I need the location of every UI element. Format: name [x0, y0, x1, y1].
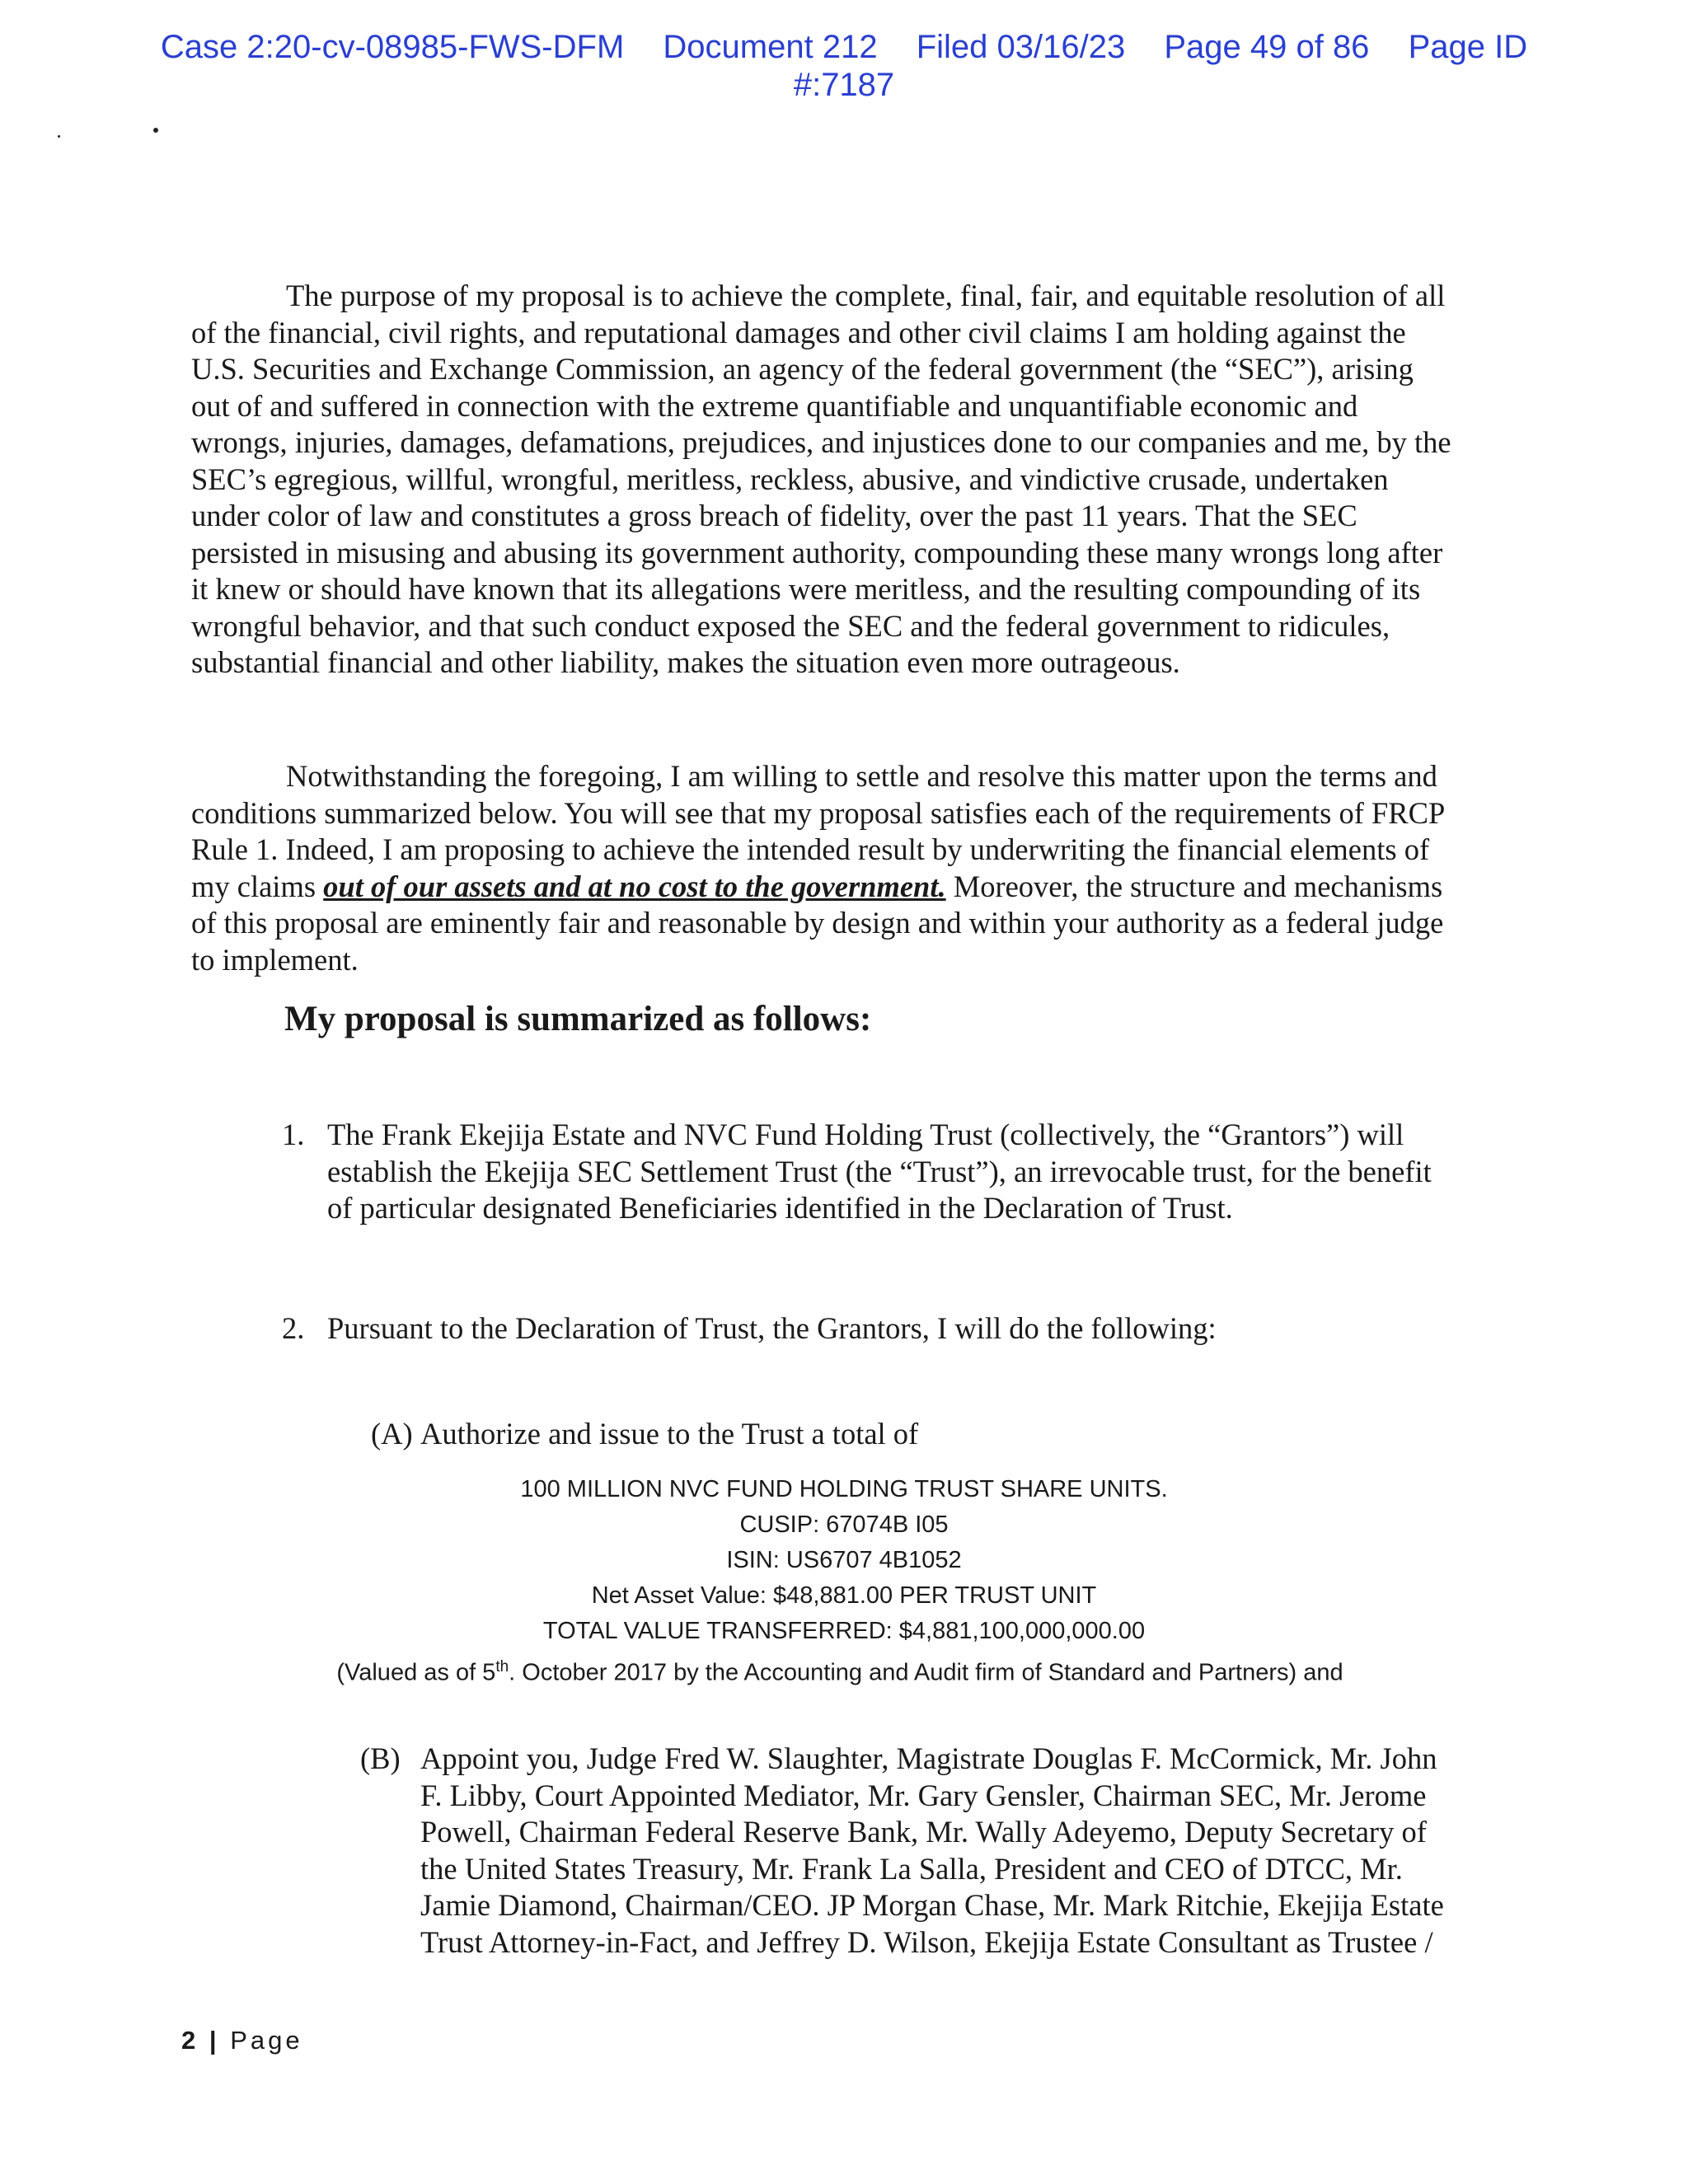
total-value: TOTAL VALUE TRANSFERRED: $4,881,100,000,000.00: [542, 1618, 1146, 1644]
paragraph-line: of the financial, civil rights, and reputational damages and other civil claims I am holding against the: [191, 315, 1406, 349]
valuation-pre: (Valued as of 5: [336, 1659, 496, 1686]
item-line: The Frank Ekejija Estate and NVC Fund Holding Trust (collectively, the “Grantors”) will: [327, 1118, 1404, 1151]
case-number: Case 2:20-cv-08985-FWS-DFM: [160, 29, 625, 65]
paragraph-purpose: [191, 278, 1510, 682]
item-number: 1.: [282, 1118, 305, 1151]
paragraph-line: Notwithstanding the foregoing, I am willing to settle and resolve this matter upon the terms and: [286, 759, 1437, 793]
paragraph-line: Rule 1. Indeed, I am proposing to achieve the intended result by underwriting the financial elements of: [191, 832, 1430, 866]
item-line: Powell, Chairman Federal Reserve Bank, Mr. Wally Adeyemo, Deputy Secretary of: [420, 1815, 1427, 1849]
item-line: Jamie Diamond, Chairman/CEO. JP Morgan Chase, Mr. Mark Ritchie, Ekejija Estate: [420, 1888, 1444, 1922]
footer-page-word: Page: [230, 2026, 303, 2055]
paragraph-line: it knew or should have known that its allegations were meritless, and the resulting compounding of its: [191, 572, 1421, 606]
sub-item-label: (A): [371, 1417, 413, 1451]
paragraph-line: to implement.: [191, 942, 359, 977]
cusip: CUSIP: 67074B I05: [739, 1511, 949, 1538]
sub-item-label: (B): [360, 1741, 401, 1775]
page-id-label: Page ID: [1408, 29, 1528, 65]
share-details: [0, 1472, 1688, 1691]
filed-date: Filed 03/16/23: [916, 29, 1126, 65]
page-id-number: #:7187: [793, 67, 895, 103]
item-line: Pursuant to the Declaration of Trust, the Grantors, I will do the following:: [327, 1311, 1217, 1345]
page-footer: [181, 2026, 303, 2055]
share-units: 100 MILLION NVC FUND HOLDING TRUST SHARE UNITS.: [520, 1476, 1168, 1502]
paragraph-line: [191, 869, 1510, 906]
scan-speck: [153, 128, 158, 133]
paragraph-line: of this proposal are eminently fair and reasonable by design and within your authority as a federal judge: [191, 906, 1444, 940]
scan-speck: [58, 135, 60, 138]
page-count: Page 49 of 86: [1164, 29, 1370, 65]
paragraph-settlement: [191, 758, 1510, 978]
footer-page-number: 2: [181, 2026, 199, 2055]
document-number: Document 212: [663, 29, 878, 65]
paragraph-line: conditions summarized below. You will see that my proposal satisfies each of the requirements of FRCP: [191, 795, 1446, 830]
paragraph-line: under color of law and constitutes a gross breach of fidelity, over the past 11 years. That the SEC: [191, 499, 1357, 532]
isin: ISIN: US6707 4B1052: [726, 1547, 962, 1573]
emphasized-phrase: out of our assets and at no cost to the government.: [323, 869, 946, 903]
item-line: Appoint you, Judge Fred W. Slaughter, Magistrate Douglas F. McCormick, Mr. John: [420, 1741, 1437, 1775]
item-line: of particular designated Beneficiaries identified in the Declaration of Trust.: [327, 1191, 1233, 1225]
case-header: [0, 28, 1688, 104]
net-asset-value: Net Asset Value: $48,881.00 PER TRUST UNIT: [591, 1582, 1097, 1609]
paragraph-line: persisted in misusing and abusing its government authority, compounding these many wrongs long after: [191, 535, 1443, 569]
valuation-note: [0, 1649, 1688, 1691]
item-line: Authorize and issue to the Trust a total of: [420, 1417, 919, 1451]
item-line: the United States Treasury, Mr. Frank La Salla, President and CEO of DTCC, Mr.: [420, 1851, 1403, 1886]
paragraph-line: SEC’s egregious, willful, wrongful, meritless, reckless, abusive, and vindictive crusade, undertaken: [191, 462, 1389, 496]
paragraph-line: out of and suffered in connection with the extreme quantifiable and unquantifiable economic and: [191, 388, 1358, 423]
footer-separator: |: [209, 2026, 220, 2055]
item-line: Trust Attorney-in-Fact, and Jeffrey D. Wilson, Ekejija Estate Consultant as Trustee /: [420, 1924, 1433, 1959]
item-line: establish the Ekejija SEC Settlement Trust (the “Trust”), an irrevocable trust, for the benefit: [327, 1154, 1432, 1188]
line-start: my claims: [191, 869, 324, 903]
item-number: 2.: [282, 1311, 305, 1345]
paragraph-line: The purpose of my proposal is to achieve the complete, final, fair, and equitable resolution of all: [286, 279, 1446, 312]
paragraph-line: substantial financial and other liability, makes the situation even more outrageous.: [191, 645, 1180, 679]
section-heading: My proposal is summarized as follows:: [284, 1000, 872, 1038]
valuation-post: . October 2017 by the Accounting and Audit firm of Standard and Partners) and: [509, 1659, 1343, 1686]
paragraph-line: U.S. Securities and Exchange Commission, an agency of the federal government (the “SEC”), arising: [191, 352, 1414, 386]
line-end: Moreover, the structure and mechanisms: [945, 869, 1443, 903]
ordinal-suffix: th: [495, 1658, 509, 1675]
paragraph-line: wrongs, injuries, damages, defamations, prejudices, and injustices done to our companies and me, by the: [191, 425, 1451, 459]
paragraph-line: wrongful behavior, and that such conduct exposed the SEC and the federal government to ridicules,: [191, 608, 1390, 643]
item-line: F. Libby, Court Appointed Mediator, Mr. Gary Gensler, Chairman SEC, Mr. Jerome: [420, 1778, 1427, 1812]
